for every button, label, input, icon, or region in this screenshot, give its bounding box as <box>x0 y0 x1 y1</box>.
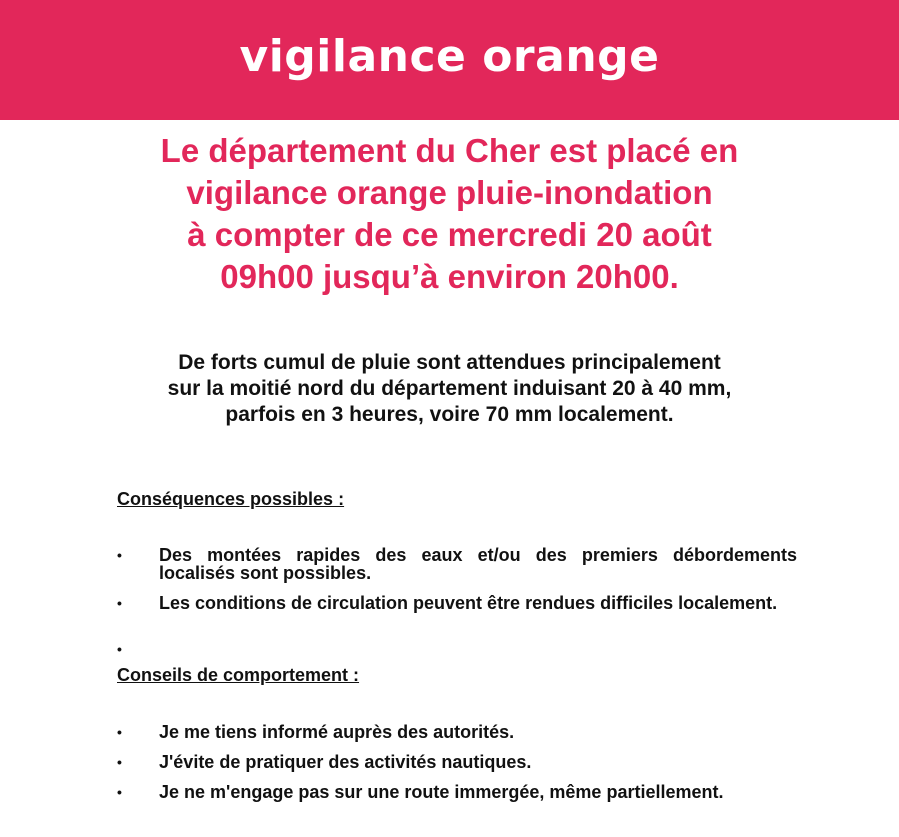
alert-banner <box>0 0 899 120</box>
list-item <box>117 546 797 582</box>
advice-heading: Conseils de comportement : <box>117 665 360 685</box>
alert-headline <box>0 130 899 298</box>
banner-title: vigilance orange <box>239 30 660 82</box>
bullet-icon: • <box>117 595 122 611</box>
list-item <box>117 783 797 801</box>
list-item-text: Je ne m'engage pas sur une route immergée, même partiellement. <box>159 782 724 802</box>
bullet-icon: • <box>117 754 122 770</box>
headline-line: vigilance orange pluie-inondation <box>186 174 713 211</box>
list-item <box>117 723 797 741</box>
list-item <box>117 753 797 771</box>
summary-line: parfois en 3 heures, voire 70 mm localement. <box>225 403 674 426</box>
summary-line: sur la moitié nord du département induisant 20 à 40 mm, <box>167 377 732 400</box>
headline-line: à compter de ce mercredi 20 août <box>187 216 712 253</box>
bullet-icon: • <box>117 547 122 563</box>
list-item <box>117 594 797 612</box>
summary-line: De forts cumul de pluie sont attendues principalement <box>178 351 721 374</box>
bullet-icon: • <box>117 784 122 800</box>
headline-line: Le département du Cher est placé en <box>160 132 739 169</box>
consequences-list <box>117 546 797 624</box>
advice-list <box>117 723 797 813</box>
list-item-text: J'évite de pratiquer des activités nautiques. <box>159 752 532 772</box>
list-item-text: Je me tiens informé auprès des autorités. <box>159 722 515 742</box>
rain-summary <box>0 350 899 428</box>
bullet-icon: • <box>117 724 122 740</box>
list-item-text: Des montées rapides des eaux et/ou des premiers débordements localisés sont possibles. <box>159 545 797 583</box>
consequences-heading: Conséquences possibles : <box>117 489 345 509</box>
empty-bullet-icon: • <box>117 641 122 657</box>
headline-line: 09h00 jusqu’à environ 20h00. <box>220 258 679 295</box>
list-item-text: Les conditions de circulation peuvent être rendues difficiles localement. <box>159 593 778 613</box>
